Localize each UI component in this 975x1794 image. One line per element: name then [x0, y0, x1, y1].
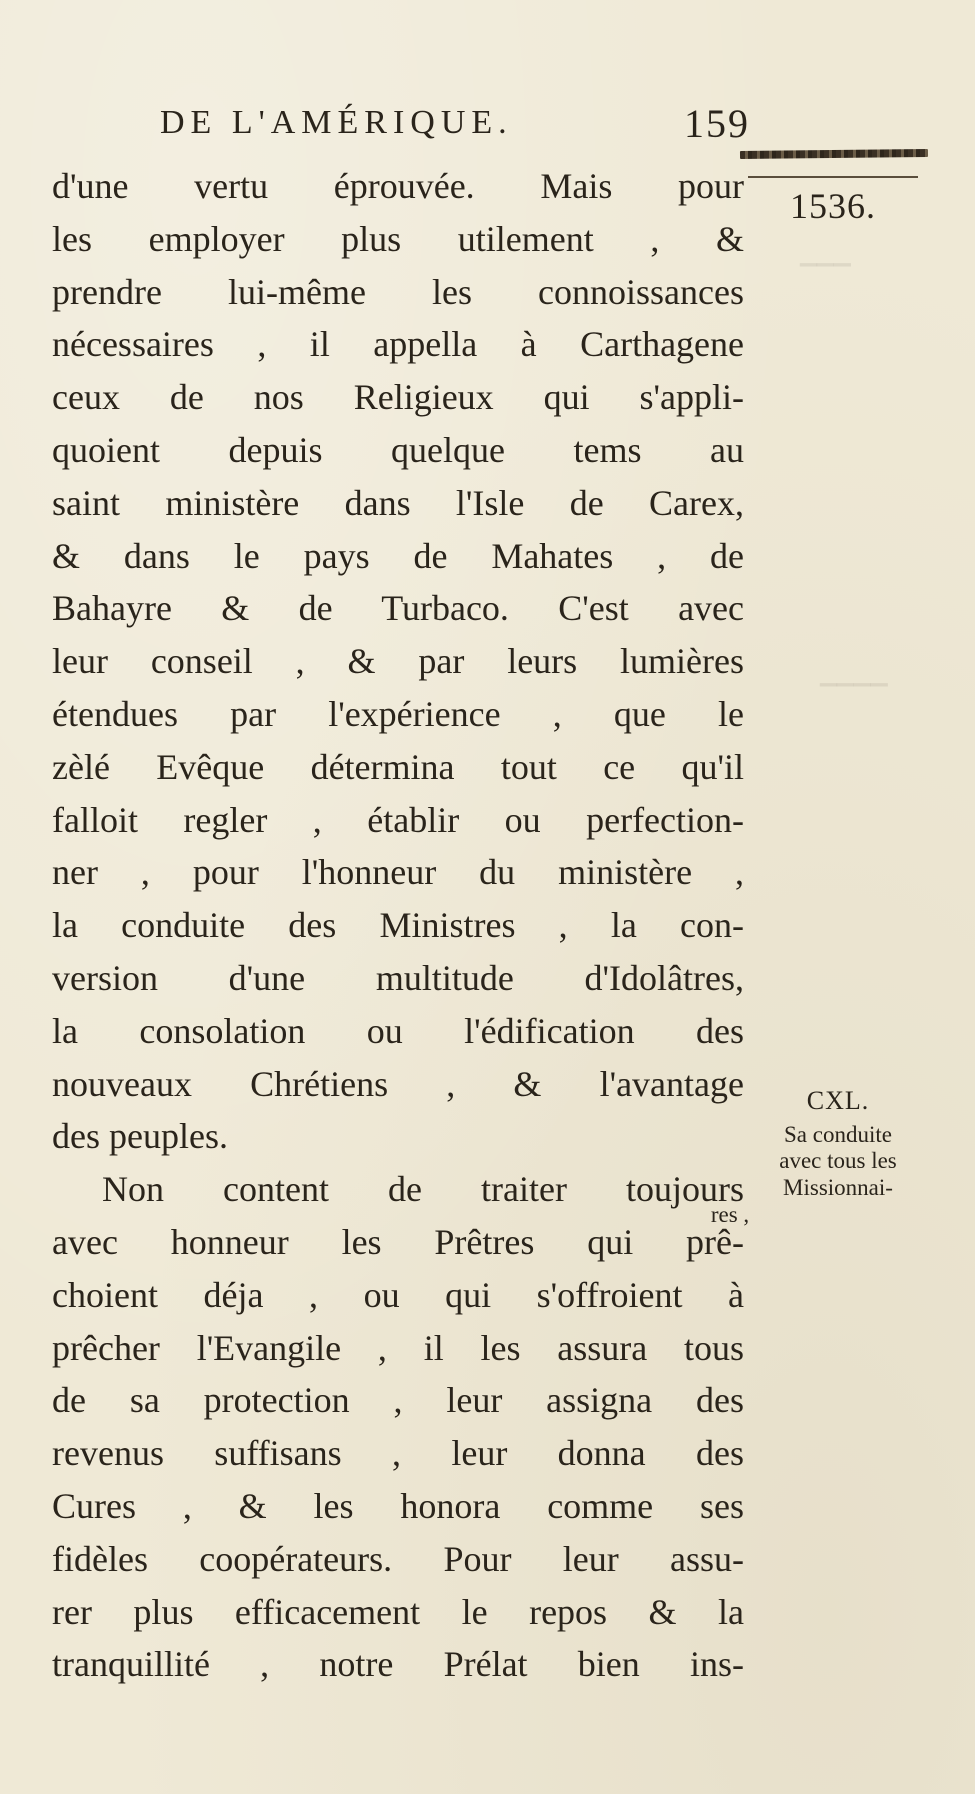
text-line: version d'une multitude d'Idolâtres, [52, 957, 744, 998]
text-line: nouveaux Chrétiens , & l'avantage [52, 1063, 744, 1104]
text-line: fidèles coopérateurs. Pour leur assu- [52, 1538, 744, 1579]
header-ornament [740, 149, 928, 159]
side-note-line: res , [710, 1202, 750, 1227]
text-line: revenus suffisans , leur donna des [52, 1433, 744, 1474]
paragraph-end-line: des peuples. [52, 1116, 228, 1157]
show-through-mark: ▁▁▁▁ [820, 661, 888, 686]
body-text [52, 160, 744, 1691]
running-head [160, 100, 750, 150]
text-line: falloit regler , établir ou perfection- [52, 799, 744, 840]
text-line: prendre lui-même les connoissances [52, 271, 744, 312]
text-line: zèlé Evêque détermina tout ce qu'il [52, 746, 744, 787]
text-line: ner , pour l'honneur du ministère , [52, 852, 744, 893]
text-line: d'une vertu éprouvée. Mais pour [52, 166, 744, 206]
text-line: Cures , & les honora comme ses [52, 1485, 744, 1526]
text-line: nécessaires , il appella à Carthagene [52, 324, 744, 365]
text-line: choient déja , ou qui s'offroient à [52, 1274, 744, 1315]
text-line: quoient depuis quelque tems au [52, 429, 744, 470]
text-line: ceux de nos Religieux qui s'appli- [52, 377, 744, 418]
show-through-mark: ▁▁▁ [800, 241, 851, 266]
side-note-line: Sa conduite [784, 1122, 892, 1147]
text-line: saint ministère dans l'Isle de Carex, [52, 482, 744, 523]
page-number: 159 [684, 101, 750, 146]
text-line: étendues par l'expérience , que le [52, 693, 744, 734]
text-line: leur conseil , & par leurs lumières [52, 641, 744, 682]
side-note-line: Missionnai- [783, 1175, 893, 1200]
text-line: les employer plus utilement , & [52, 218, 744, 259]
text-line: Bahayre & de Turbaco. C'est avec [52, 588, 744, 629]
text-line: avec honneur les Prêtres qui prê- [52, 1221, 744, 1262]
text-line: & dans le pays de Mahates , de [52, 535, 744, 576]
text-line: tranquillité , notre Prélat bien ins- [52, 1644, 744, 1685]
header-rule [748, 176, 918, 178]
text-line: la conduite des Ministres , la con- [52, 905, 744, 946]
text-line: la consolation ou l'édification des [52, 1010, 744, 1051]
text-line: rer plus efficacement le repos & la [52, 1591, 744, 1632]
margin-year: 1536. [790, 186, 876, 226]
text-line: prêcher l'Evangile , il les assura tous [52, 1327, 744, 1368]
text-line: de sa protection , leur assigna des [52, 1380, 744, 1421]
side-note-number: CXL. [806, 1086, 870, 1115]
paragraph-start-line: Non content de traiter toujours [102, 1169, 744, 1210]
running-head-title: DE L'AMÉRIQUE. [160, 104, 513, 141]
side-note-line: avec tous les [779, 1148, 897, 1173]
